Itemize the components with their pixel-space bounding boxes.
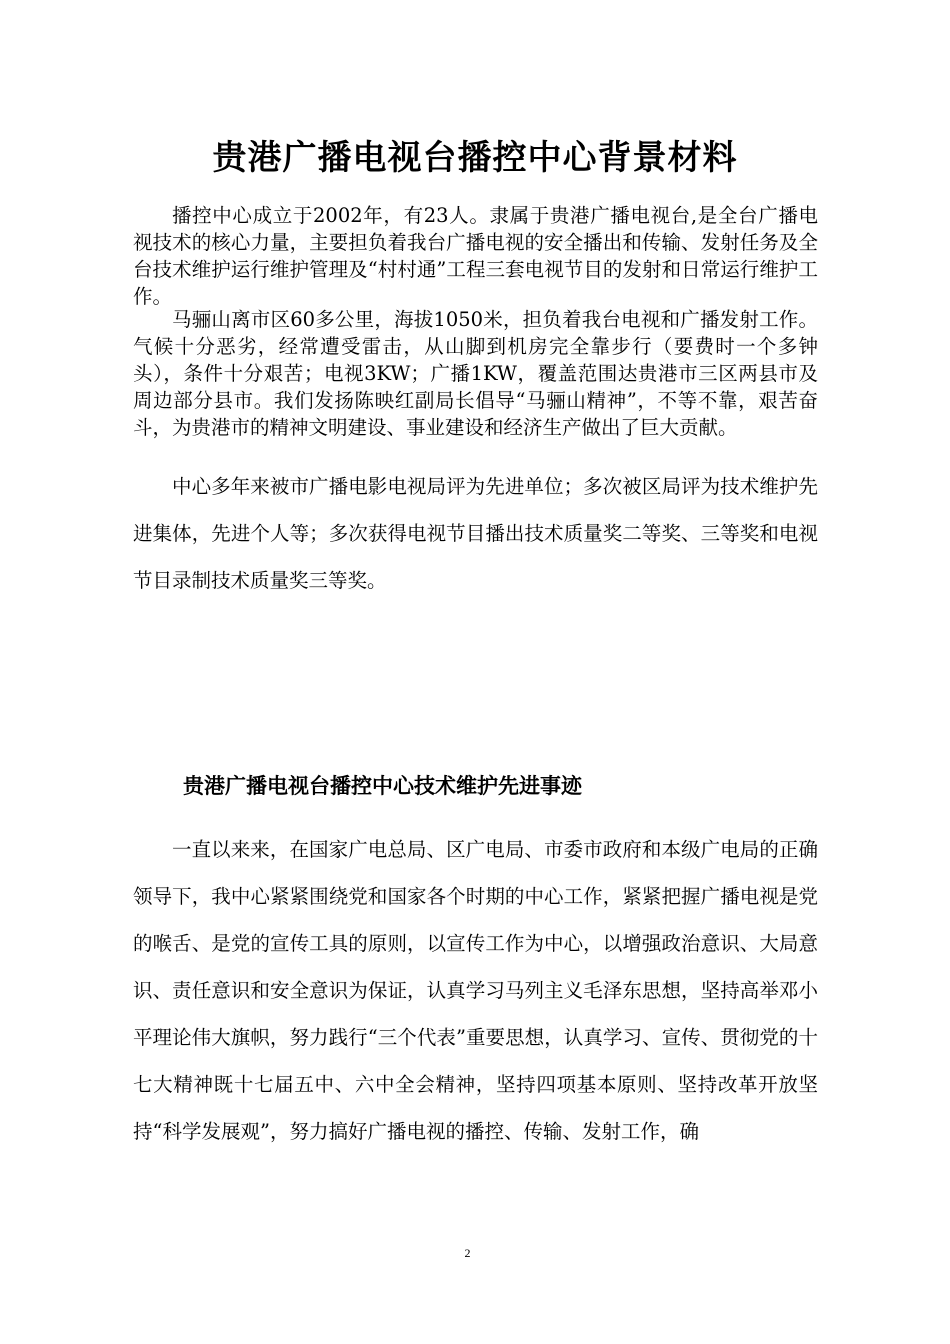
document-title: 贵港广播电视台播控中心背景材料 bbox=[212, 138, 738, 178]
paragraph-mali-mountain: 马骊山离市区60多公里，海拔1050米，担负着我台电视和广播发射工作。气候十分恶劣，经常遭受雷击，从山脚到机房完全靠步行（要费时一个多钟头），条件十分艰苦；电视3KW；广播1KW，覆盖范围达贵港市三区两县市及周边部分县市。我们发扬陈映红副局长倡导“马骊山精神”，不等不靠，艰苦奋斗，为贵港市的精神文明建设、事业建设和经济生产做出了巨大贡献。 bbox=[133, 308, 818, 439]
section2-paragraph-block bbox=[133, 826, 818, 1155]
mountain-paragraph-block bbox=[133, 306, 818, 441]
awards-paragraph-block bbox=[133, 463, 818, 604]
paragraph-achievements: 一直以来来，在国家广电总局、区广电局、市委市政府和本级广电局的正确领导下，我中心紧紧围绕党和国家各个时期的中心工作，紧紧把握广播电视是党的喉舌、是党的宣传工具的原则，以宣传工作为中心，以增强政治意识、大局意识、责任意识和安全意识为保证，认真学习马列主义毛泽东思想，坚持高举邓小平理论伟大旗帜，努力践行“三个代表”重要思想，认真学习、宣传、贯彻党的十七大精神既十七届五中、六中全会精神，坚持四项基本原则、坚持改革开放坚持“科学发展观”，努力搞好广播电视的播控、传输、发射工作，确 bbox=[133, 838, 818, 1143]
section-subtitle: 贵港广播电视台播控中心技术维护先进事迹 bbox=[183, 774, 582, 798]
paragraph-founding: 播控中心成立于2002年，有23人。隶属于贵港广播电视台,是全台广播电视技术的核心力量，主要担负着我台广播电视的安全播出和传输、发射任务及全台技术维护运行维护管理及“村村通”工程三套电视节目的发射和日常运行维护工作。 bbox=[133, 204, 818, 308]
page-number: 2 bbox=[464, 1246, 471, 1260]
paragraph-awards: 中心多年来被市广播电影电视局评为先进单位；多次被区局评为技术维护先进集体，先进个人等；多次获得电视节目播出技术质量奖二等奖、三等奖和电视节目录制技术质量奖三等奖。 bbox=[133, 475, 818, 592]
intro-paragraph-block bbox=[133, 202, 818, 310]
